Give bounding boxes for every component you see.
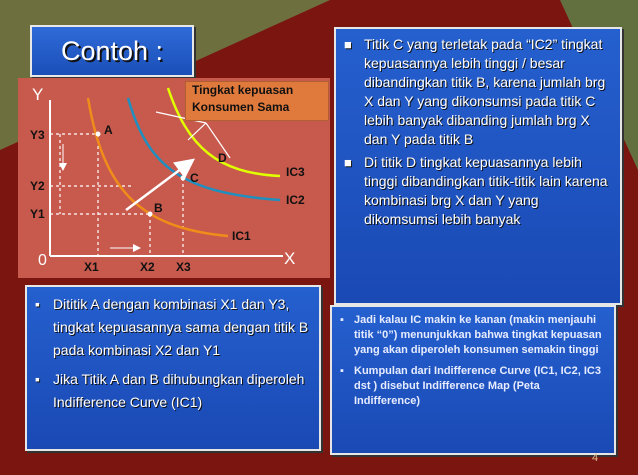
legend-line-2: Konsumen Sama [192,100,290,114]
legend-line-1: Tingkat kepuasan [192,83,294,97]
list-item: ■ Titik C yang terletak pada “IC2” tingkat kepuasannya lebih tinggi / besar dibandingkan titik B, karena jumlah brg X dan Y yang dikonsumsi pada titik C lebih banyak dibanding jumlah brg X dan Y pada titik B [344,36,606,147]
tick-y2: Y2 [30,179,45,193]
title-box [30,25,194,77]
explanation-top-right [334,27,622,305]
page-number: 4 [592,452,599,464]
square-bullet-icon: ▪ [35,296,40,312]
point-c-label: C [190,171,199,185]
legend-pointer-2 [188,123,206,140]
square-bullet-icon: ▪ [35,371,40,387]
slide-title: Contoh : [60,35,164,66]
list-item: ■ Di titik D tingkat kepuasannya lebih tinggi dibandingkan titik-titik lain karena kombinasi brg X dan Y yang dikomsumsi lebih banyak [344,154,608,227]
ic3-label: IC3 [286,165,305,179]
tick-y1: Y1 [30,207,45,221]
ic2-label: IC2 [286,193,305,207]
legend-box [185,81,329,121]
list-item: ▪ Jika Titik A dan B dihubungkan diperoleh Indifference Curve (IC1) [35,368,311,414]
list-item: ▪ Dititik A dengan kombinasi X1 dan Y3, tingkat kepuasannya sama dengan titik B pada kombinasi X2 dan Y1 [35,293,311,362]
point-a-label: A [104,123,113,137]
ic1-label: IC1 [232,229,251,243]
square-bullet-icon: ▪ [340,314,344,326]
list-item: ▪ Jadi kalau IC makin ke kanan (makin menjauhi titik “0”) menunjukkan bahwa tingkat kepuasan yang akan diperoleh konsumen semakin tinggi [340,314,602,356]
explanation-bottom-left [25,285,321,451]
point-c-marker [181,176,186,181]
square-bullet-icon: ■ [344,37,352,52]
origin-label: 0 [38,252,47,269]
square-bullet-icon: ■ [344,155,352,170]
point-b-label: B [154,201,163,215]
square-bullet-icon: ▪ [340,365,344,377]
list-item: ▪ Kumpulan dari Indifference Curve (IC1, IC2, IC3 dst ) disebut Indifference Map (Peta Indifference) [340,365,601,407]
point-d-label: D [218,151,227,165]
guide-lines [50,134,183,256]
x-axis-label: X [284,249,296,268]
y-axis-label: Y [32,85,44,104]
tick-x2: X2 [140,260,155,274]
explanation-bottom-right [330,305,616,455]
point-b-marker [148,212,153,217]
tick-y3: Y3 [30,128,45,142]
point-a-marker [96,132,101,137]
tick-x3: X3 [176,260,191,274]
tick-x1: X1 [84,260,99,274]
